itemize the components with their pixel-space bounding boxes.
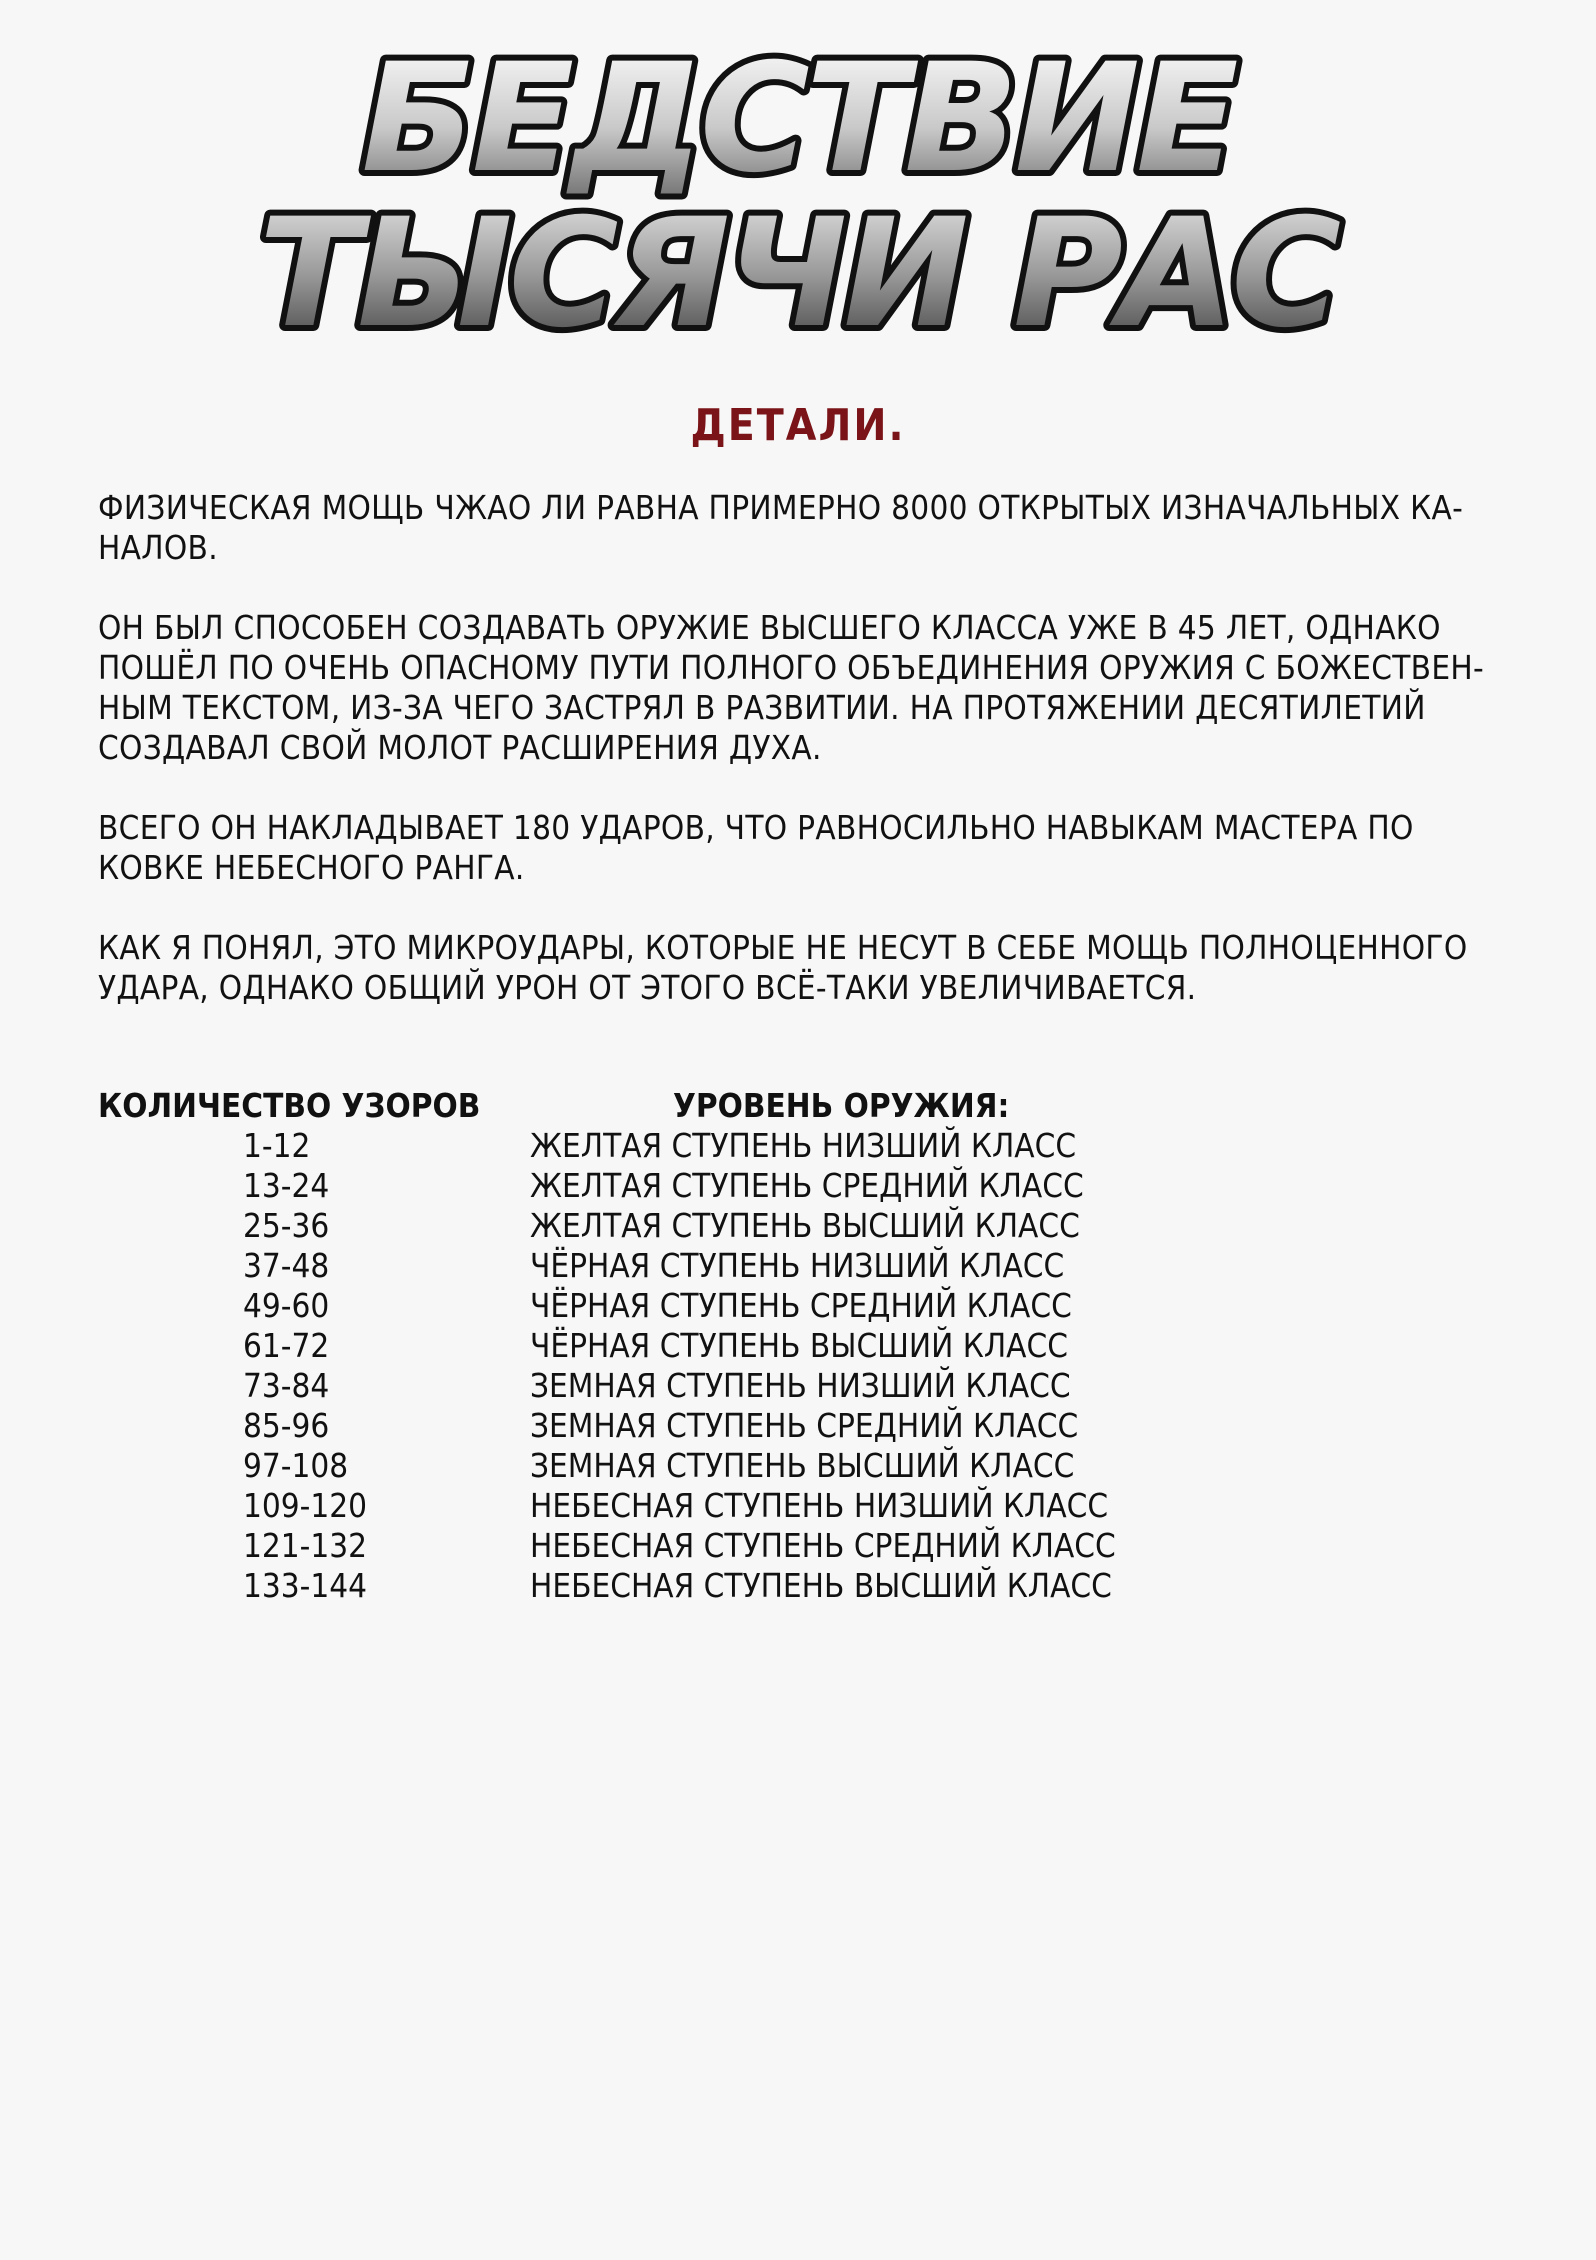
- table-row: [98, 1166, 1498, 1206]
- weapon-level: ЖЕЛТАЯ СТУПЕНЬ НИЗШИЙ КЛАСС: [530, 1126, 1077, 1165]
- table-row: [98, 1486, 1498, 1526]
- weapon-level: ЧЁРНАЯ СТУПЕНЬ НИЗШИЙ КЛАСС: [530, 1246, 1065, 1285]
- weapon-level: НЕБЕСНАЯ СТУПЕНЬ СРЕДНИЙ КЛАСС: [530, 1526, 1116, 1565]
- pattern-count: 1-12: [243, 1126, 311, 1165]
- paragraph: КАК Я ПОНЯЛ, ЭТО МИКРОУДАРЫ, КОТОРЫЕ НЕ НЕСУТ В СЕБЕ МОЩЬ ПОЛНОЦЕННОГО УДАРА, ОДНАКО ОБЩИЙ УРОН ОТ ЭТОГО ВСЁ-ТАКИ УВЕЛИЧИВАЕТСЯ.: [98, 928, 1468, 1007]
- description-text: [98, 488, 1498, 1048]
- table-row: [98, 1526, 1498, 1566]
- table-row: [98, 1406, 1498, 1446]
- table-header: [98, 1086, 1498, 1126]
- paragraph: ФИЗИЧЕСКАЯ МОЩЬ ЧЖАО ЛИ РАВНА ПРИМЕРНО 8000 ОТКРЫТЫХ ИЗНАЧАЛЬНЫХ КА- НАЛОВ.: [98, 488, 1464, 567]
- weapon-level: ЧЁРНАЯ СТУПЕНЬ ВЫСШИЙ КЛАСС: [530, 1326, 1068, 1365]
- pattern-count: 73-84: [243, 1366, 330, 1405]
- weapon-level: ЗЕМНАЯ СТУПЕНЬ НИЗШИЙ КЛАСС: [530, 1366, 1071, 1405]
- weapon-level: НЕБЕСНАЯ СТУПЕНЬ НИЗШИЙ КЛАСС: [530, 1486, 1109, 1525]
- logo-line-2: ТЫСЯЧИ РАС: [258, 187, 1338, 361]
- pattern-count: 85-96: [243, 1406, 330, 1445]
- table-row: [98, 1446, 1498, 1486]
- title-logo: [0, 30, 1596, 370]
- weapon-level: ЖЕЛТАЯ СТУПЕНЬ ВЫСШИЙ КЛАСС: [530, 1206, 1080, 1245]
- header-pattern-count: КОЛИЧЕСТВО УЗОРОВ: [98, 1086, 481, 1125]
- weapon-level: ЧЁРНАЯ СТУПЕНЬ СРЕДНИЙ КЛАСС: [530, 1286, 1072, 1325]
- table-row: [98, 1126, 1498, 1166]
- pattern-count: 37-48: [243, 1246, 330, 1285]
- pattern-count: 121-132: [243, 1526, 368, 1565]
- weapon-level: ЗЕМНАЯ СТУПЕНЬ СРЕДНИЙ КЛАСС: [530, 1406, 1079, 1445]
- paragraph: ОН БЫЛ СПОСОБЕН СОЗДАВАТЬ ОРУЖИЕ ВЫСШЕГО КЛАССА УЖЕ В 45 ЛЕТ, ОДНАКО ПОШЁЛ ПО ОЧЕНЬ ОПАСНОМУ ПУТИ ПОЛНОГО ОБЪЕДИНЕНИЯ ОРУЖИЯ С БОЖЕСТВЕН- НЫМ ТЕКСТОМ, ИЗ-ЗА ЧЕГО ЗАСТРЯЛ В РАЗВИТИИ. НА ПРОТЯЖЕНИИ ДЕСЯТИЛЕТИЙ СОЗДАВАЛ СВОЙ МОЛОТ РАСШИРЕНИЯ ДУХА.: [98, 608, 1485, 767]
- pattern-count: 109-120: [243, 1486, 368, 1525]
- table-row: [98, 1566, 1498, 1606]
- table-row: [98, 1286, 1498, 1326]
- pattern-count: 97-108: [243, 1446, 349, 1485]
- pattern-count: 49-60: [243, 1286, 330, 1325]
- table-row: [98, 1206, 1498, 1246]
- pattern-count: 25-36: [243, 1206, 330, 1245]
- table-row: [98, 1246, 1498, 1286]
- weapon-level: ЗЕМНАЯ СТУПЕНЬ ВЫСШИЙ КЛАСС: [530, 1446, 1075, 1485]
- weapon-level: ЖЕЛТАЯ СТУПЕНЬ СРЕДНИЙ КЛАСС: [530, 1166, 1084, 1205]
- pattern-count: 13-24: [243, 1166, 330, 1205]
- pattern-count: 61-72: [243, 1326, 330, 1365]
- header-weapon-level: УРОВЕНЬ ОРУЖИЯ:: [673, 1086, 1010, 1125]
- section-title: ДЕТАЛИ.: [690, 400, 906, 451]
- table-row: [98, 1366, 1498, 1406]
- logo-line-1: БЕДСТВИЕ: [361, 32, 1235, 206]
- pattern-count: 133-144: [243, 1566, 368, 1605]
- weapon-level-table: [98, 1086, 1498, 1606]
- paragraph: ВСЕГО ОН НАКЛАДЫВАЕТ 180 УДАРОВ, ЧТО РАВНОСИЛЬНО НАВЫКАМ МАСТЕРА ПО КОВКЕ НЕБЕСНОГО РАНГА.: [98, 808, 1414, 887]
- weapon-level: НЕБЕСНАЯ СТУПЕНЬ ВЫСШИЙ КЛАСС: [530, 1566, 1112, 1605]
- table-row: [98, 1326, 1498, 1366]
